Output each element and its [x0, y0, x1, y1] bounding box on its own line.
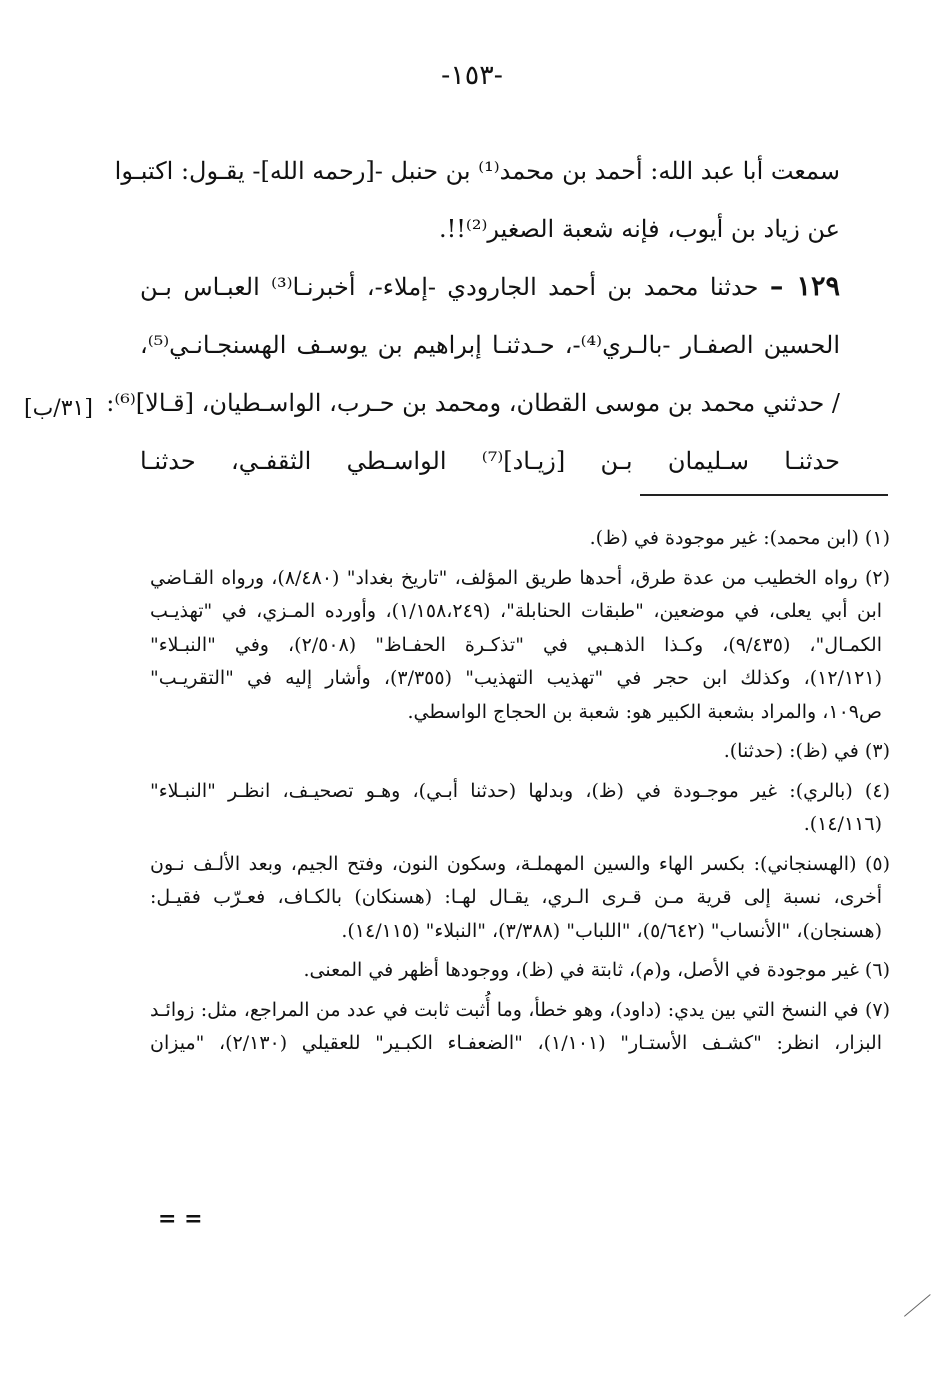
footnote-7	[150, 994, 890, 1061]
footnote-line: (١٢/١٢١)، وكذلك ابن حجر في "تهذيب التهذيب" (٣/٣٥٥)، وأشار إليه في "التقريـب"	[150, 667, 882, 689]
footnote-line: البزار، انظر: "كشـف الأستـار" (١/١٠١)، "الضعفـاء الكبـير" للعقيلي (٢/١٣٠)، "ميزان	[150, 1032, 882, 1054]
footnote-4	[150, 775, 890, 842]
footnote-5	[150, 848, 890, 949]
footnote-line: (٦) غير موجودة في الأصل، و(م)، ثابتة في (ظ)، ووجودها أظهر في المعنى.	[303, 959, 890, 981]
scan-mark	[904, 1294, 931, 1317]
footnote-line: (٢) رواه الخطيب من عدة طرق، أحدها طريق المؤلف، "تاريخ بغداد" (٨/٤٨٠)، ورواه القـاضي	[150, 566, 890, 589]
footnote-line: (٥) (الهسنجاني): بكسر الهاء والسين المهملـة، وسكون النون، وفتح الجيم، وبعد الألـف نـون	[150, 852, 890, 875]
footnote-line: (٤) (بالري): غير موجـودة في (ظ)، وبدلها (حدثنا أبـي)، وهـو تصحيـف، انظـر "النبـلاء"	[150, 779, 890, 802]
main-line: / حدثني محمد بن موسى القطان، ومحمد بن حـرب، الواسـطيان، [قـالا]⁽⁶⁾:	[106, 389, 840, 417]
footnote-1	[150, 522, 890, 556]
footnote-line: (٣) في (ظ): (حدثنا).	[723, 740, 890, 762]
footnote-line: (١٤/١١٦).	[803, 813, 882, 835]
footnote-line: (١) (ابن محمد): غير موجودة في (ظ).	[589, 527, 890, 549]
hadith-line	[140, 258, 840, 316]
hadith-number: ١٢٩ –	[769, 271, 840, 302]
footnote-6	[150, 954, 890, 988]
footnote-line: أخرى، نسبة إلى قرية مـن قـرى الـري، يقـال لهـا: (هسنكان) بالكـاف، فعـرّب فقيـل:	[150, 886, 882, 908]
footnotes	[150, 522, 890, 1067]
main-line: سمعت أبا عبد الله: أحمد بن محمد⁽¹⁾ بن حنبل -[رحمه الله]- يقـول: اكتبـوا	[114, 157, 840, 185]
main-line: حدثنـا سـليمان بـن [زيـاد]⁽⁷⁾ الواسـطي الثقفـي، حدثنـا	[140, 447, 840, 475]
footnote-line: الكمـال"، (٩/٤٣٥)، وكـذا الذهـبي في "تذكـرة الحفـاظ" (٢/٥٠٨)، وفي "النبـلاء"	[150, 633, 883, 656]
footnote-line: (٧) في النسخ التي بين يدي: (داود)، وهو خطأ، وما أُثبت ثابت في عدد من المراجع، مثل: زوائـد	[150, 998, 890, 1021]
footnote-3	[150, 735, 890, 769]
footnote-line: ص١٠٩، والمراد بشعبة الكبير هو: شعبة بن الحجاج الواسطي.	[407, 700, 882, 723]
footnote-line: (هسنجان)، "الأنساب" (٥/٦٤٢)، "اللباب" (٣/٣٨٨)، "النبلاء" (١٤/١١٥).	[341, 919, 882, 942]
footnote-2	[150, 562, 890, 730]
footnote-separator	[640, 494, 888, 496]
main-text	[106, 142, 841, 490]
footnote-line: ابن أبي يعلى، في موضعين، "طبقات الحنابلة"، (١/١٥٨،٢٤٩)، وأورده المـزي، في "تهذيـب	[150, 600, 883, 622]
manuscript-folio-ref: [٣١/ب]	[24, 396, 93, 421]
main-line: عن زياد بن أيوب، فإنه شعبة الصغير⁽²⁾!!.	[439, 215, 840, 243]
continuation-mark: = =	[158, 1206, 203, 1232]
hadith-text: حدثنا محمد بن أحمد الجارودي -إملاء-، أخبرنـا⁽³⁾ العبـاس بـن	[140, 273, 759, 301]
main-line: الحسين الصفـار -بالـري⁽⁴⁾-، حـدثنـا إبراهيم بن يوسـف الهسنجـانـي⁽⁵⁾،	[140, 331, 841, 359]
page-number: -١٥٣-	[441, 60, 503, 91]
